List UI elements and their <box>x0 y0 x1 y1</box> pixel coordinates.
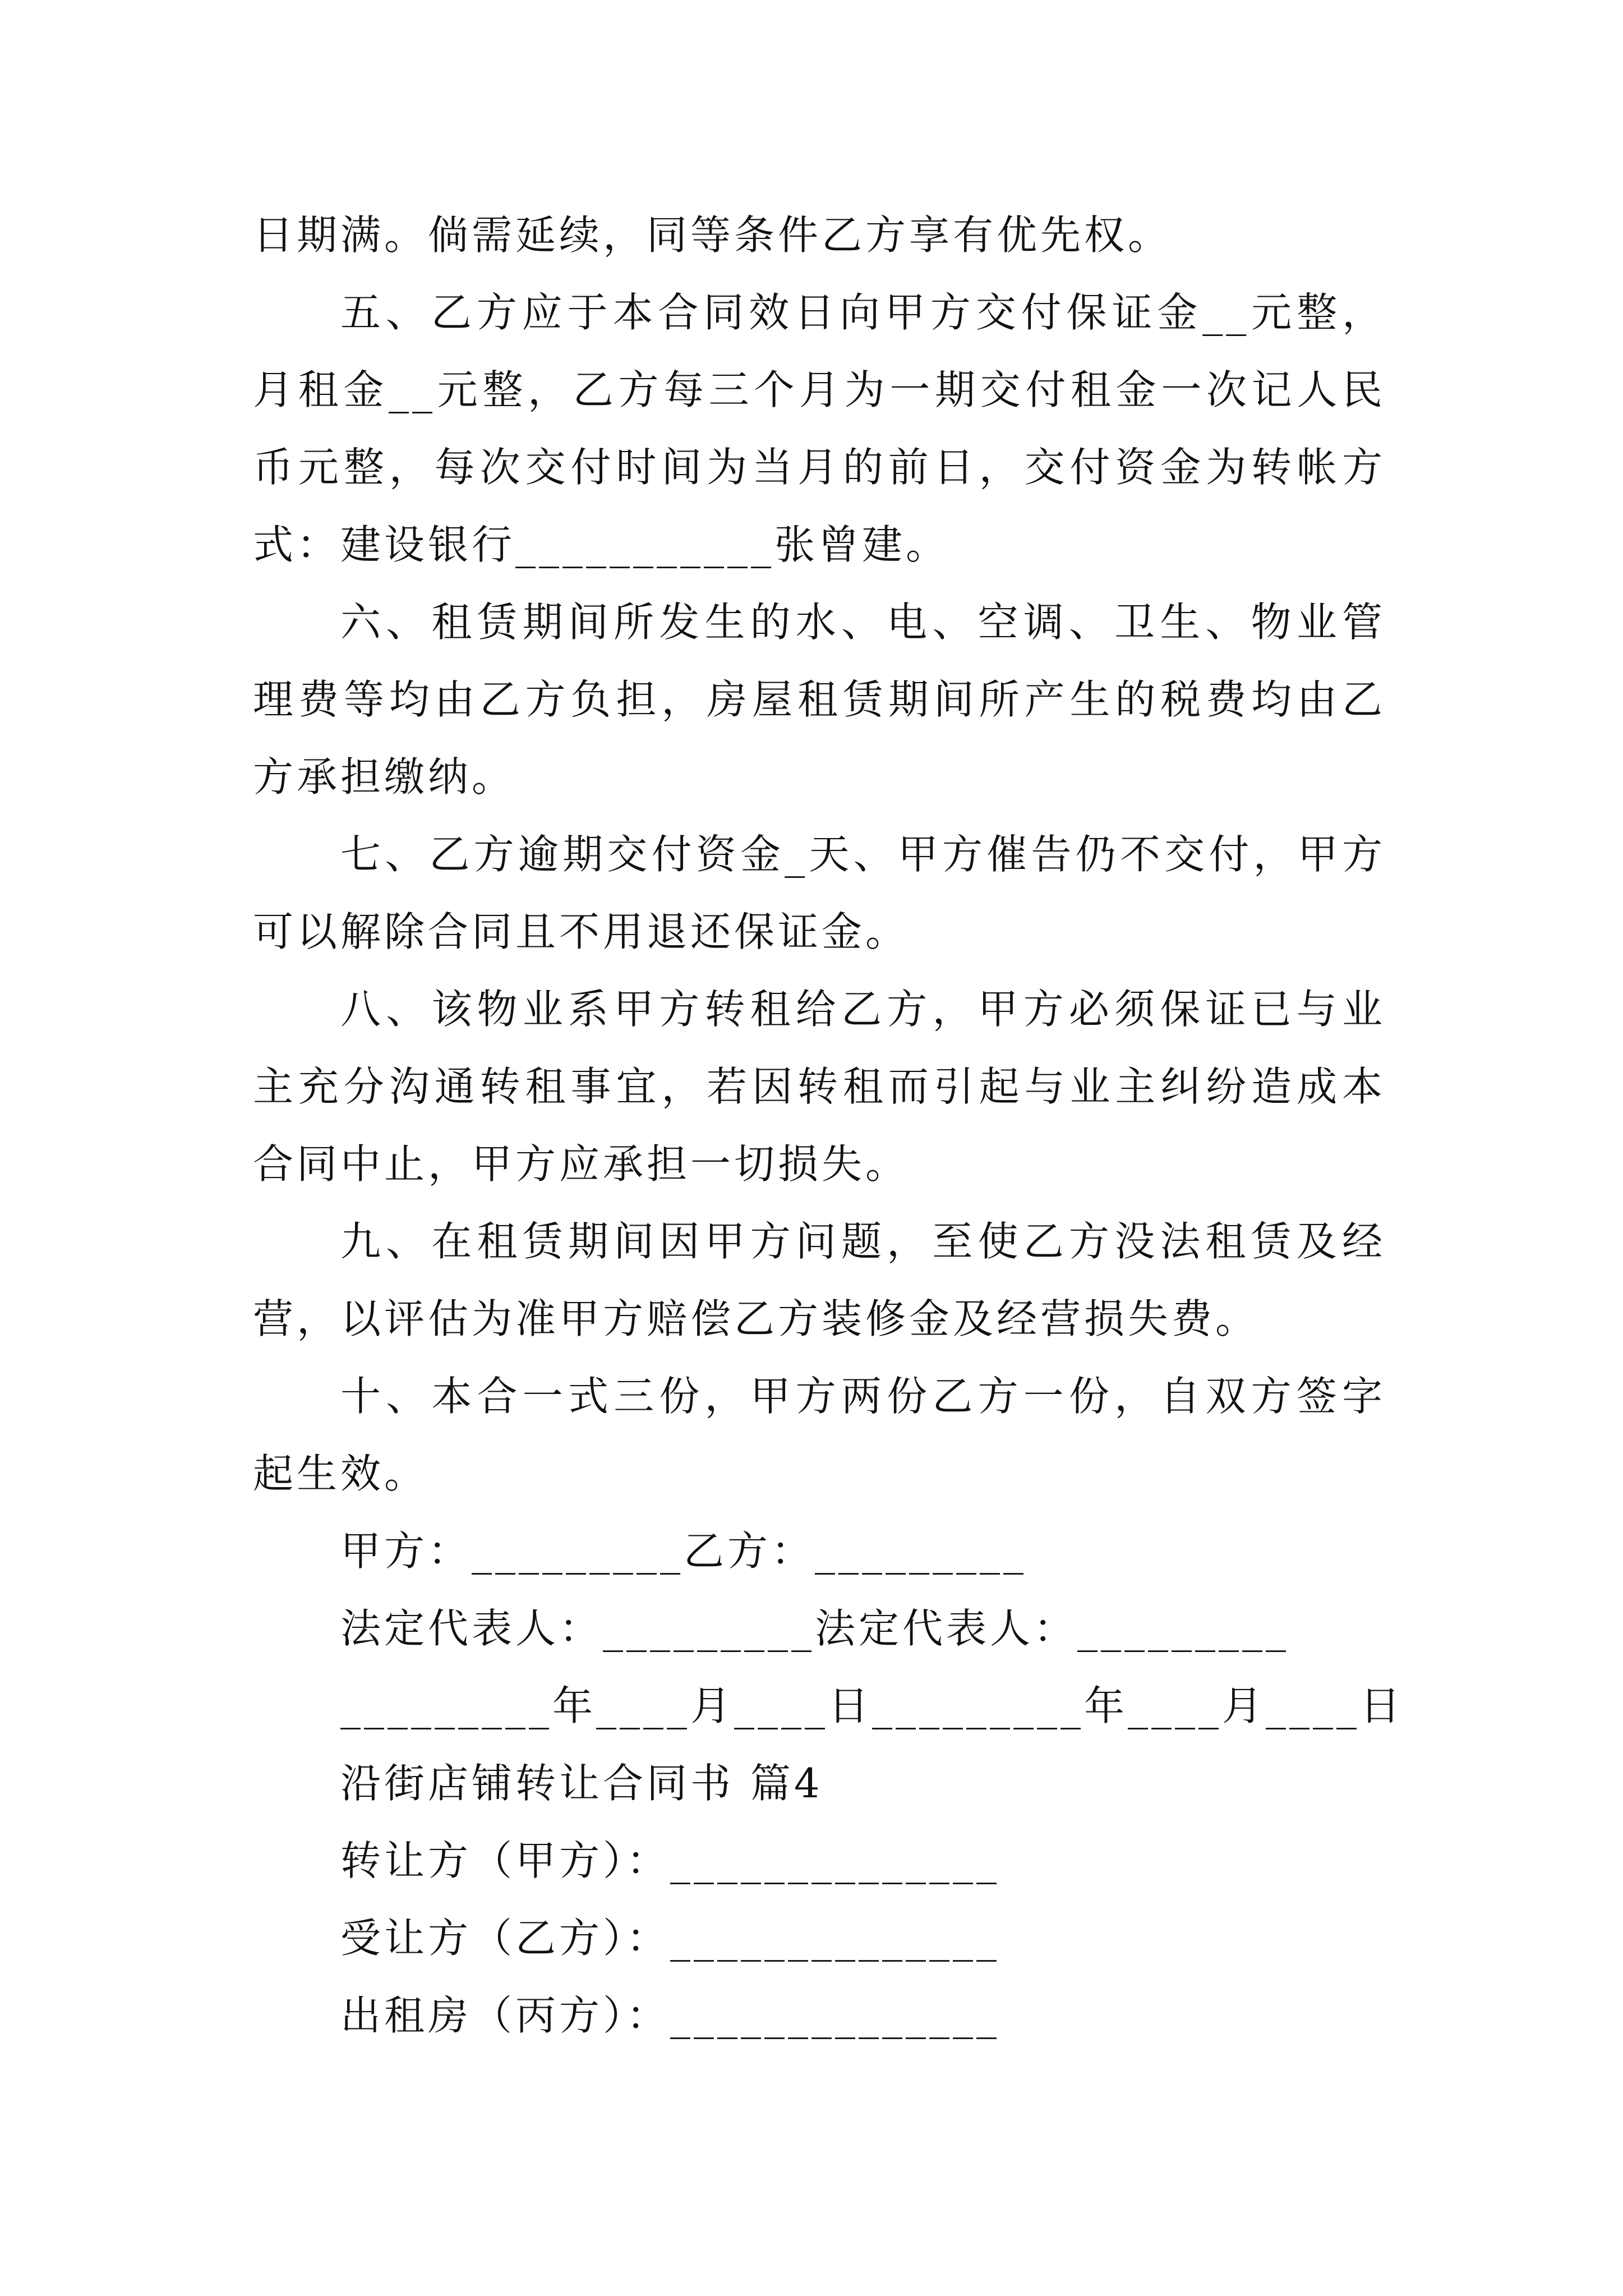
paragraph-clause-7: 七、乙方逾期交付资金_天、甲方催告仍不交付，甲方可以解除合同且不用退还保证金。 <box>253 831 1386 955</box>
signature-line-dates: _________年____月____日_________年____月____日 <box>340 1682 1404 1729</box>
contract-text <box>253 196 1404 2054</box>
paragraph-clause-8: 八、该物业系甲方转租给乙方，甲方必须保证已与业主充分沟通转租事宜，若因转租而引起与业主纠纷造成本合同中止，甲方应承担一切损失。 <box>253 986 1386 1188</box>
signature-line-parties: 甲方：_________乙方：_________ <box>340 1527 1027 1575</box>
paragraph-continuation: 日期满。倘需延续，同等条件乙方享有优先权。 <box>253 211 1172 259</box>
paragraph-clause-9: 九、在租赁期间因甲方问题，至使乙方没法租赁及经营，以评估为准甲方赔偿乙方装修金及经营损失费。 <box>253 1218 1386 1342</box>
party-line-transferee: 受让方（乙方）：______________ <box>340 1915 1000 1962</box>
paragraph-clause-5: 五、乙方应于本合同效日向甲方交付保证金__元整，月租金__元整，乙方每三个月为一期交付租金一次记人民币元整，每次交付时间为当月的前日，交付资金为转帐方式：建设银行___________张曾建。 <box>253 289 1386 568</box>
party-line-transferor: 转让方（甲方）：______________ <box>340 1837 1000 1884</box>
section-title: 沿街店铺转让合同书 篇4 <box>340 1760 823 1807</box>
paragraph-clause-10: 十、本合一式三份，甲方两份乙方一份，自双方签字起生效。 <box>253 1373 1386 1497</box>
party-line-lessor: 出租房（丙方）：______________ <box>340 1992 1000 2039</box>
signature-line-representatives: 法定代表人：_________法定代表人：_________ <box>340 1605 1290 1652</box>
paragraph-clause-6: 六、租赁期间所发生的水、电、空调、卫生、物业管理费等均由乙方负担，房屋租赁期间所产生的税费均由乙方承担缴纳。 <box>253 599 1386 800</box>
